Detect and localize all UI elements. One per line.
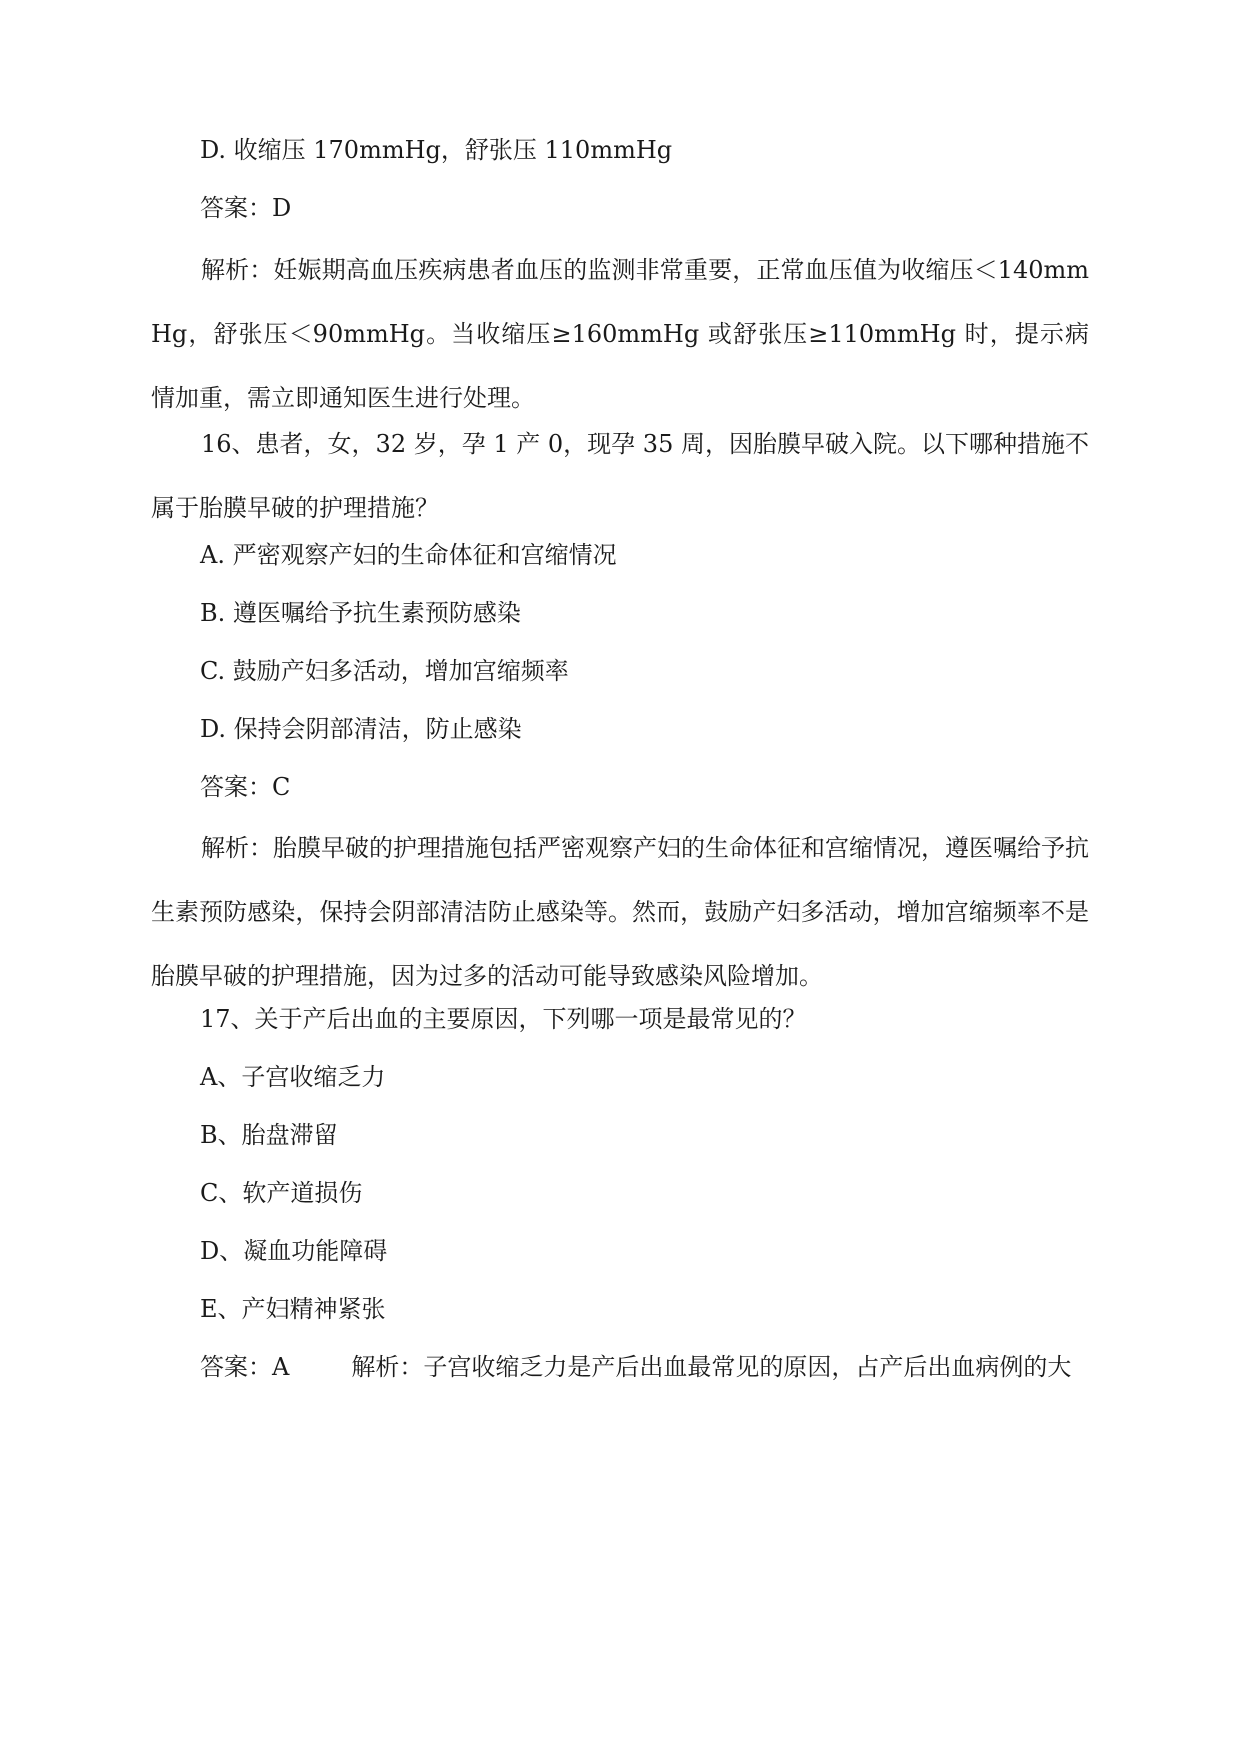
q15-analysis: 解析：妊娠期高血压疾病患者血压的监测非常重要，正常血压值为收缩压＜140mmHg，舒张压＜90mmHg。当收缩压≥160mmHg 或舒张压≥110mmHg 时，提示病情加重，需立即通知医生进行处理。 (151, 256, 1089, 412)
q16-analysis: 解析：胎膜早破的护理措施包括严密观察产妇的生命体征和宫缩情况，遵医嘱给予抗生素预防感染，保持会阴部清洁防止感染等。然而，鼓励产妇多活动，增加宫缩频率不是胎膜早破的护理措施，因为过多的活动可能导致感染风险增加。 (151, 834, 1089, 990)
q16-option-b: B. 遵医嘱给予抗生素预防感染 (200, 599, 521, 627)
q17-option-e: E、产妇精神紧张 (200, 1295, 386, 1323)
q16-option-d: D. 保持会阴部清洁，防止感染 (200, 715, 522, 743)
q17-answer: 答案：A (200, 1353, 290, 1381)
q16-option-c: C. 鼓励产妇多活动，增加宫缩频率 (200, 657, 569, 685)
q17-analysis-start: 解析：子宫收缩乏力是产后出血最常见的原因，占产后出血病例的大 (351, 1353, 1072, 1381)
q17-option-b: B、胎盘滞留 (200, 1121, 338, 1149)
q16-question: 16、患者，女，32 岁，孕 1 产 0，现孕 35 周，因胎膜早破入院。以下哪种措施不属于胎膜早破的护理措施？ (151, 430, 1089, 522)
q16-answer: 答案：C (200, 773, 291, 801)
q15-answer: 答案：D (200, 194, 292, 222)
q17-answer-line (200, 1349, 1071, 1385)
q17-option-d: D、凝血功能障碍 (200, 1237, 388, 1265)
q17-question: 17、关于产后出血的主要原因，下列哪一项是最常见的？ (200, 1005, 807, 1033)
q16-option-a: A. 严密观察产妇的生命体征和宫缩情况 (200, 541, 617, 569)
q17-option-c: C、软产道损伤 (200, 1179, 363, 1207)
q15-option-d: D. 收缩压 170mmHg，舒张压 110mmHg (200, 136, 673, 164)
q17-option-a: A、子宫收缩乏力 (200, 1063, 386, 1091)
